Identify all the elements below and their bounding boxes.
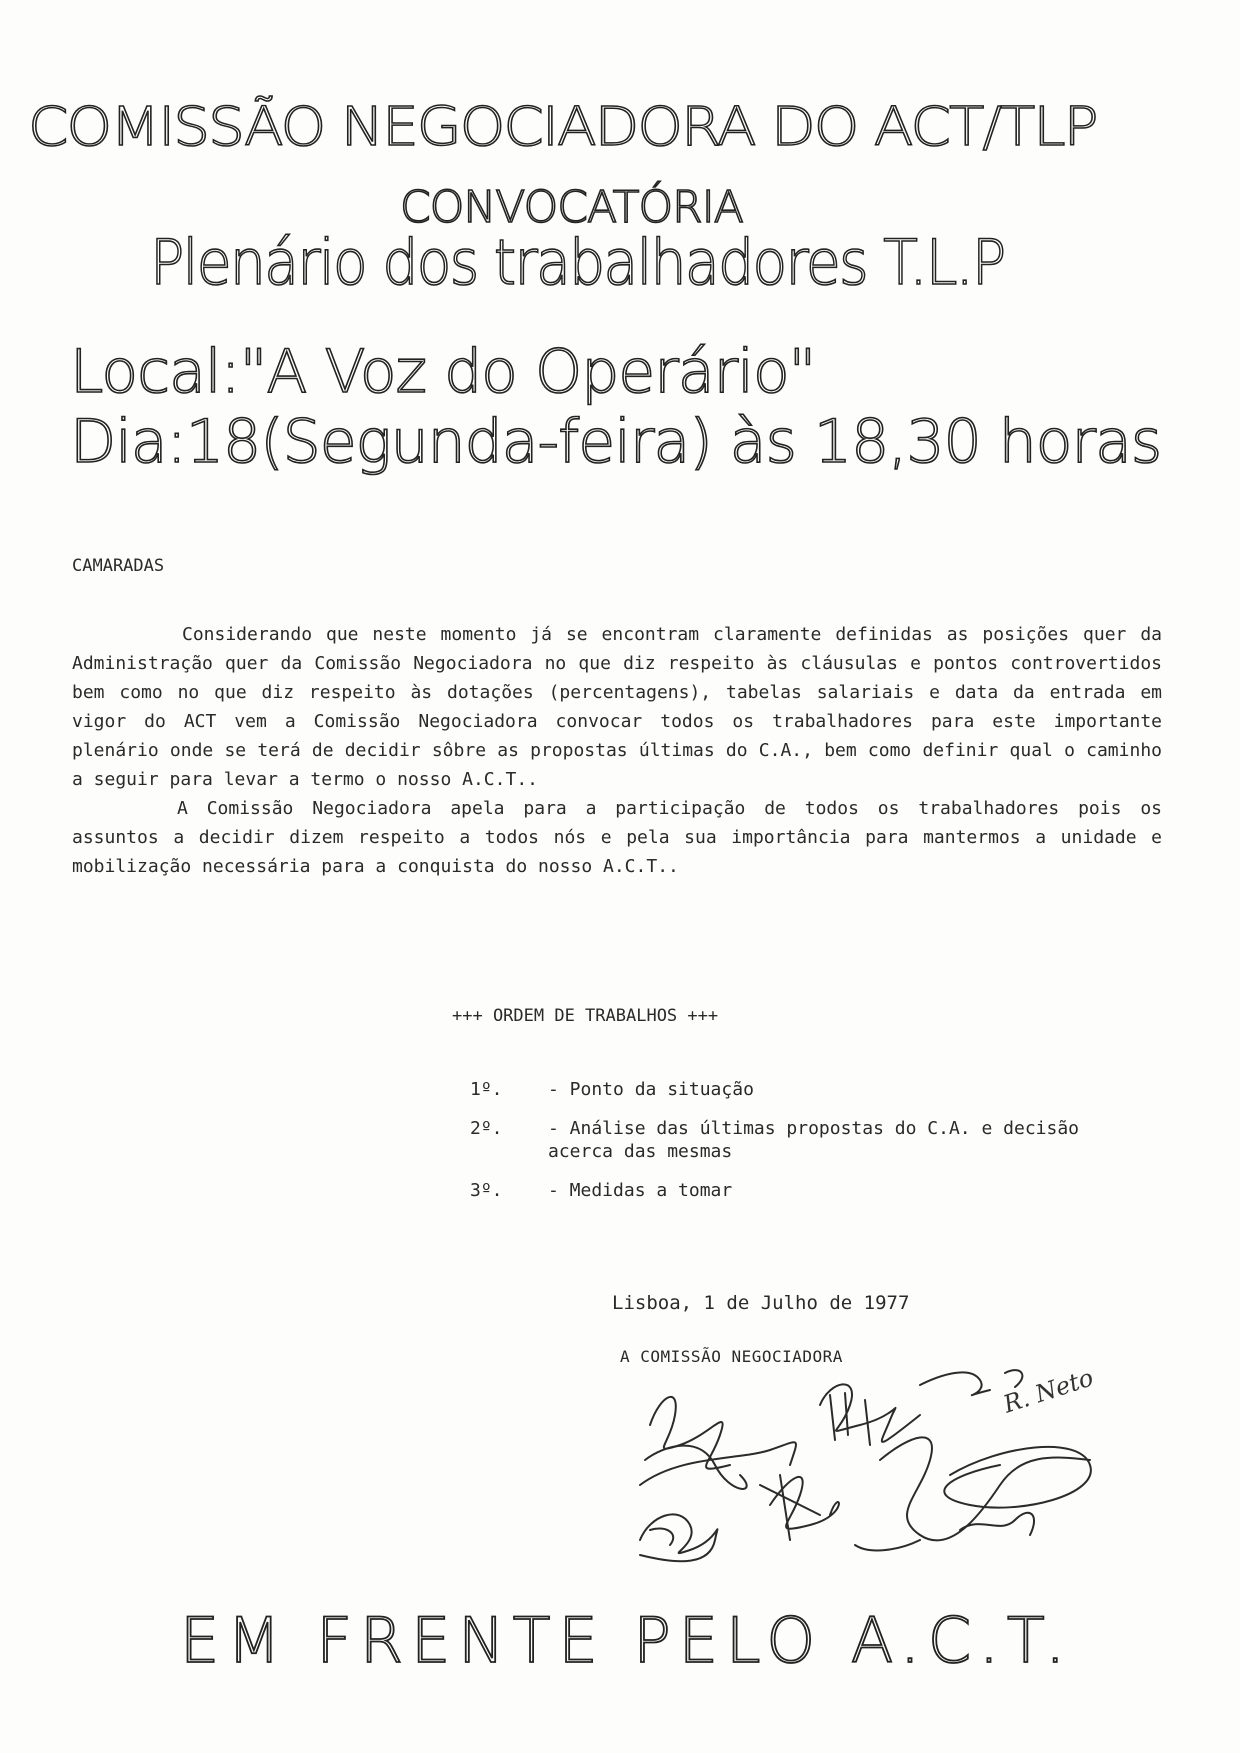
agenda-item-number: 3º. xyxy=(470,1180,503,1201)
place-date: Lisboa, 1 de Julho de 1977 xyxy=(612,1292,910,1314)
signature-stroke xyxy=(645,1446,747,1489)
body-text xyxy=(72,620,1162,881)
signature-stroke xyxy=(960,1513,1034,1535)
agenda-item xyxy=(470,1078,1190,1101)
agenda-item-text: - Análise das últimas propostas do C.A. e decisão acerca das mesmas xyxy=(548,1118,1080,1162)
agenda-list xyxy=(470,1078,1190,1218)
footer-slogan: EM FRENTE PELO A.C.T. xyxy=(180,1604,1074,1677)
greeting: CAMARADAS xyxy=(72,556,165,576)
agenda-item-text: - Medidas a tomar xyxy=(548,1180,733,1201)
signature-stroke xyxy=(640,1514,717,1561)
signature-stroke xyxy=(920,1372,990,1395)
agenda-item-number: 2º. xyxy=(470,1118,503,1139)
body-paragraph-1: Considerando que neste momento já se encontram claramente definidas as posições quer da Administração quer da Comissão Negociadora no que diz respeito às cláusulas e pontos controvertidos bem como no que diz respeito às dotações (percentagens), tabelas salariais e data da entrada em vigor do ACT vem a Comissão Negociadora convocar todos os trabalhadores para este importante plenário onde se terá de decidir sôbre as propostas últimas do C.A., bem como definir qual o caminho a seguir para levar a termo o nosso A.C.T.. xyxy=(72,624,1162,790)
agenda-item xyxy=(470,1117,1190,1163)
signatory: A COMISSÃO NEGOCIADORA xyxy=(620,1347,843,1366)
meeting-location: Local:"A Voz do Operário" xyxy=(70,337,816,407)
signature-stroke xyxy=(944,1447,1091,1508)
agenda-item xyxy=(470,1179,1190,1202)
signature-stroke xyxy=(855,1540,920,1550)
agenda-item-text: - Ponto da situação xyxy=(548,1079,754,1100)
agenda-title: +++ ORDEM DE TRABALHOS +++ xyxy=(452,1006,719,1026)
organization-heading: COMISSÃO NEGOCIADORA DO ACT/TLP xyxy=(28,95,1097,158)
signature-stroke xyxy=(830,1393,870,1445)
handwritten-signature-name: R. Neto xyxy=(1000,1363,1097,1419)
signature-stroke xyxy=(650,1528,673,1545)
event-heading: Plenário dos trabalhadores T.L.P xyxy=(150,226,1005,299)
agenda-item-number: 1º. xyxy=(470,1079,503,1100)
signature-stroke xyxy=(760,1475,820,1540)
signature-stroke xyxy=(770,1477,839,1529)
meeting-datetime: Dia:18(Segunda-feira) às 18,30 horas xyxy=(70,407,1162,477)
body-paragraph-2: A Comissão Negociadora apela para a participação de todos os trabalhadores pois os assuntos a decidir dizem respeito a todos nós e pela sua importância para mantermos a unidade e mobilização necessária para a conquista do nosso A.C.T.. xyxy=(72,798,1162,877)
document-type-heading: CONVOCATÓRIA xyxy=(400,182,743,233)
